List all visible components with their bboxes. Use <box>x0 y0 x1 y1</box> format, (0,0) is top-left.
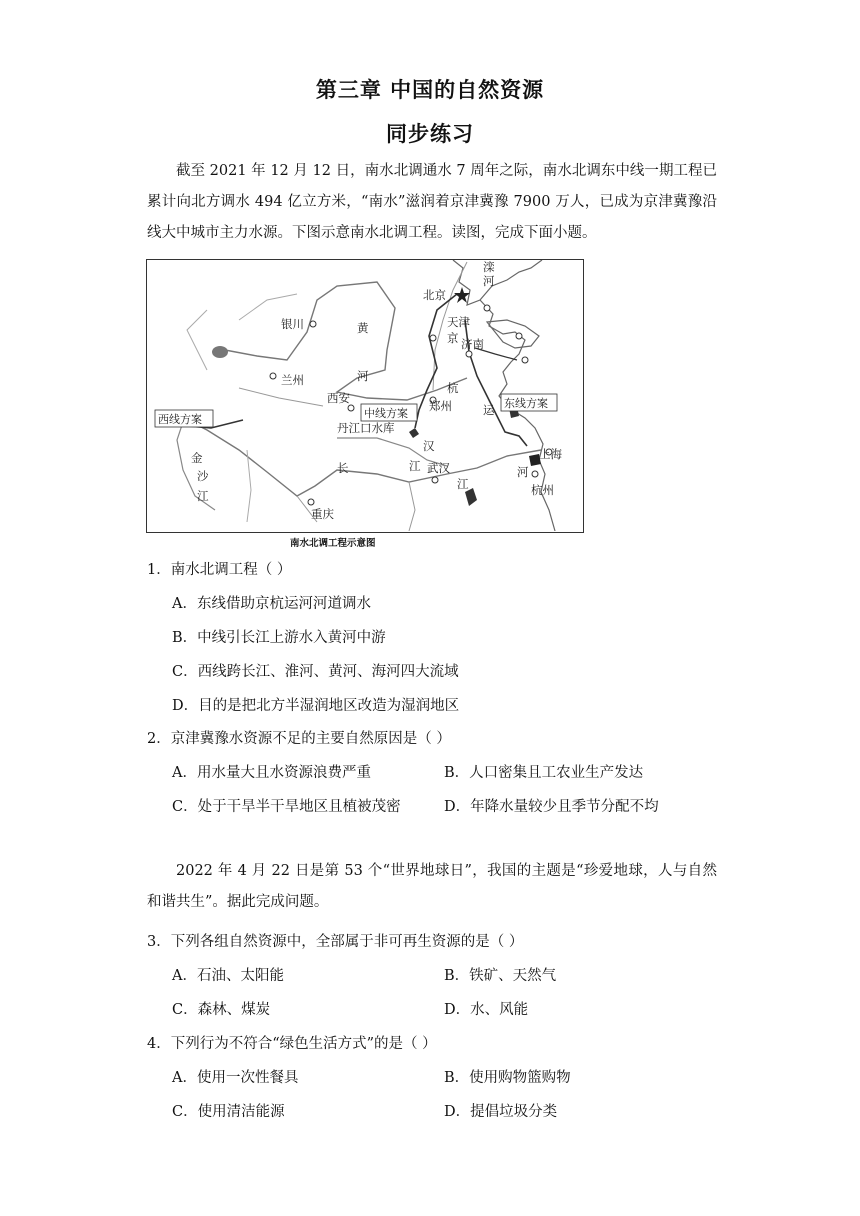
question-4-stem: 4．下列行为不符合“绿色生活方式”的是（ ） <box>147 1036 437 1052</box>
city-dot-qingdao <box>522 357 528 363</box>
city-dot-shijiazhuang <box>430 335 436 341</box>
question-3-option-d[interactable]: D．水、风能 <box>444 1002 529 1018</box>
map-label-jin: 金 <box>191 451 203 465</box>
question-2-option-b[interactable]: B．人口密集且工农业生产发达 <box>444 765 644 781</box>
city-dot-jinan <box>466 351 472 357</box>
map-label-yinchuan: 银川 <box>281 317 304 331</box>
map-label-xian: 西安 <box>327 391 350 405</box>
city-dot-tianjin <box>484 305 490 311</box>
page-subtitle: 同步练习 <box>386 122 474 146</box>
map-label-chang-jiang: 江 <box>409 459 421 473</box>
map-label-hangzhou: 杭州 <box>531 483 554 497</box>
city-dot-wuhan <box>432 477 438 483</box>
question-2-option-d[interactable]: D．年降水量较少且季节分配不均 <box>444 799 659 815</box>
city-dot-yinchuan <box>310 321 316 327</box>
question-4-option-a[interactable]: A．使用一次性餐具 <box>172 1070 299 1086</box>
question-2-option-a[interactable]: A．用水量大且水资源浪费严重 <box>172 765 371 781</box>
question-3-stem: 3．下列各组自然资源中，全部属于非可再生资源的是（ ） <box>147 934 524 950</box>
question-1-option-a[interactable]: A．东线借助京杭运河河道调水 <box>172 596 371 612</box>
map-label-lanzhou: 兰州 <box>281 373 304 387</box>
question-3-option-a[interactable]: A．石油、太阳能 <box>172 968 284 984</box>
map-label-middle-route: 中线方案 <box>364 407 408 420</box>
map-label-chang: 长 <box>337 461 349 475</box>
south-north-water-diversion-map <box>146 259 584 533</box>
map-label-tianjin: 天津 <box>447 315 470 329</box>
map-label-west-route: 西线方案 <box>158 413 202 426</box>
question-4-option-c[interactable]: C．使用清洁能源 <box>172 1104 285 1120</box>
map-label-danjiangkou: 丹江口水库 <box>337 421 395 435</box>
map-caption: 南水北调工程示意图 <box>290 538 376 549</box>
tributary <box>247 450 251 522</box>
map-label-yun: 运 <box>483 403 495 417</box>
city-dot-xian <box>348 405 354 411</box>
map-label-east-route: 东线方案 <box>504 397 548 410</box>
question-3-option-c[interactable]: C．森林、煤炭 <box>172 1002 271 1018</box>
tributary <box>409 482 415 531</box>
city-dot-hangzhou <box>532 471 538 477</box>
question-2-stem: 2．京津冀豫水资源不足的主要自然原因是（ ） <box>147 731 451 747</box>
city-dot-dalian <box>516 333 522 339</box>
map-label-luan: 滦 <box>483 260 495 274</box>
map-label-wuhan: 武汉 <box>427 461 450 475</box>
map-label-huang: 黄 <box>357 321 369 335</box>
city-dot-lanzhou <box>270 373 276 379</box>
map-label-shanghai: 上海 <box>539 447 562 461</box>
map-label-he: 河 <box>357 369 369 383</box>
question-4-option-d[interactable]: D．提倡垃圾分类 <box>444 1104 558 1120</box>
map-label-jinan: 济南 <box>461 337 484 351</box>
question-1-option-d[interactable]: D．目的是把北方半湿润地区改造为湿润地区 <box>172 698 460 714</box>
question-1-option-b[interactable]: B．中线引长江上游水入黄河中游 <box>172 630 386 646</box>
map-label-beijing: 北京 <box>423 288 446 302</box>
question-2-option-c[interactable]: C．处于干旱半干旱地区且植被茂密 <box>172 799 401 815</box>
question-3-option-b[interactable]: B．铁矿、天然气 <box>444 968 557 984</box>
passage-earth-day: 2022 年 4 月 22 日是第 53 个“世界地球日”，我国的主题是“珍爱地球，人与自然和谐共生”。据此完成问题。 <box>147 863 717 910</box>
map-label-chongqing: 重庆 <box>311 507 334 521</box>
danjiangkou-marker <box>409 428 419 438</box>
passage-intro: 截至 2021 年 12 月 12 日，南水北调通水 7 周年之际，南水北调东中线一期工程已累计向北方调水 494 亿立方米，“南水”滋润着京津冀豫 7900 万人，已成为京津冀豫沿线大中城市主力水源。下图示意南水北调工程。读图，完成下面小题。 <box>147 163 717 241</box>
tributary <box>187 310 207 370</box>
map-label-jinsha-jiang: 江 <box>197 489 209 503</box>
shandong-peninsula <box>487 320 539 348</box>
question-1-stem: 1．南水北调工程（ ） <box>147 562 292 578</box>
map-label-canal-he: 河 <box>517 465 529 479</box>
question-1-option-c[interactable]: C．西线跨长江、淮河、黄河、海河四大流域 <box>172 664 459 680</box>
map-label-sha: 沙 <box>197 469 209 483</box>
tributary <box>239 388 323 406</box>
chapter-title: 第三章 中国的自然资源 <box>315 78 545 102</box>
map-label-jing: 京 <box>447 331 459 345</box>
map-label-jiang: 江 <box>457 477 469 491</box>
city-dot-chongqing <box>308 499 314 505</box>
map-label-hang: 杭 <box>447 381 459 395</box>
question-4-option-b[interactable]: B．使用购物篮购物 <box>444 1070 571 1086</box>
qinghai-lake <box>212 346 228 358</box>
map-label-zhengzhou: 郑州 <box>429 399 452 413</box>
map-label-luan-he: 河 <box>483 274 495 288</box>
map-svg <box>147 260 582 531</box>
coastline <box>453 260 542 305</box>
map-label-han: 汉 <box>423 439 435 453</box>
